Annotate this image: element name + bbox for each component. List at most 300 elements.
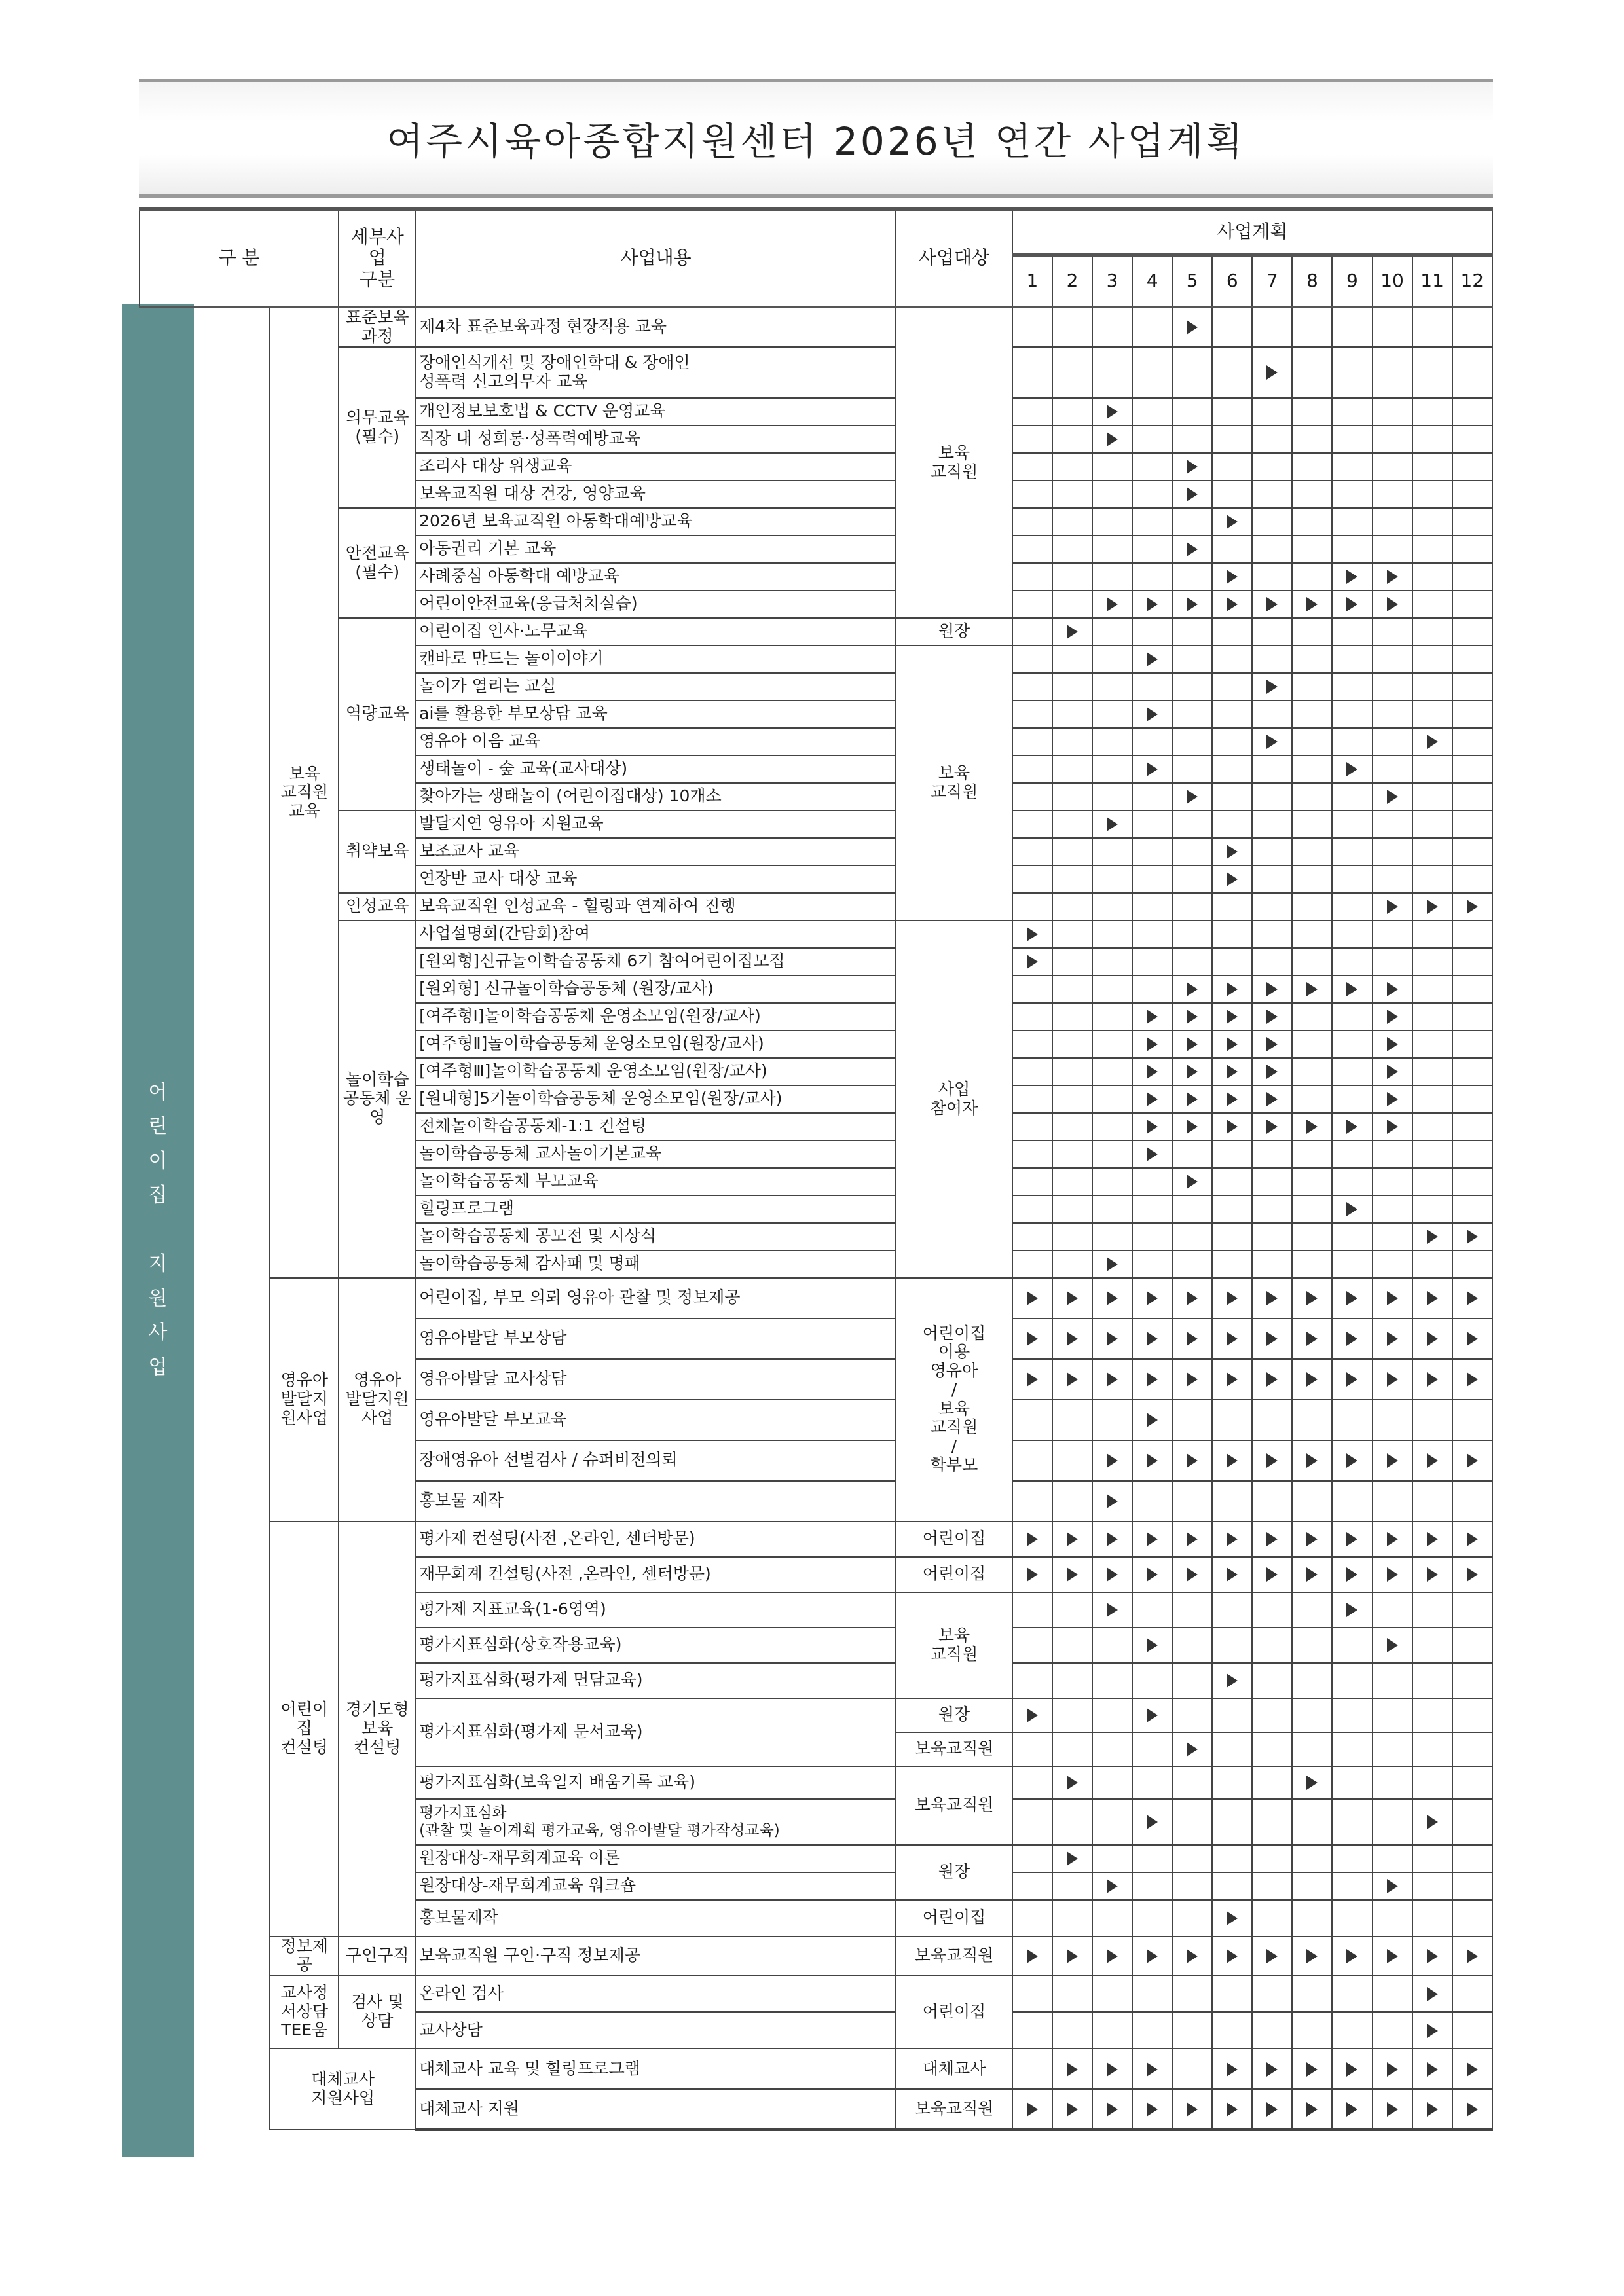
header-sub-project: 세부사업 구분 [339,209,416,307]
play-marker-icon [1266,1010,1278,1024]
play-marker-icon [1147,1291,1158,1305]
play-marker-icon [1147,1708,1158,1722]
month-cell [1373,481,1412,508]
play-marker-icon [1227,597,1238,611]
month-cell [1052,2049,1092,2089]
month-cell [1412,1223,1452,1250]
play-marker-icon [1427,735,1438,749]
play-marker-icon [1227,1291,1238,1305]
play-marker-icon [1387,1010,1398,1024]
play-marker-icon [1107,1532,1118,1546]
play-marker-icon [1387,570,1398,584]
month-cell [1212,2012,1252,2049]
month-cell [1172,347,1212,398]
play-marker-icon [1266,735,1278,749]
month-cell [1332,1900,1372,1937]
month-cell [1052,1872,1092,1900]
month-cell [1092,1223,1132,1250]
month-cell [1373,1168,1412,1195]
month-cell [1332,756,1372,783]
play-marker-icon [1227,1065,1238,1079]
content-cell: 발달지연 영유아 지원교육 [416,811,896,838]
month-cell [1412,307,1452,347]
play-marker-icon [1067,625,1078,639]
table-row [139,893,1492,920]
month-cell [1292,1058,1332,1085]
month-cell [1092,1400,1132,1440]
month-cell [1332,1085,1372,1113]
month-cell [1373,1628,1412,1663]
month-cell [1132,347,1172,398]
month-cell [1092,2049,1132,2089]
content-cell: 어린이안전교육(응급처치실습) [416,591,896,618]
play-marker-icon [1306,1949,1318,1963]
month-cell [1292,1900,1332,1937]
content-cell: [원외형] 신규놀이학습공동체 (원장/교사) [416,975,896,1003]
month-cell [1012,1085,1052,1113]
month-cell [1012,1900,1052,1937]
month-cell [1412,1319,1452,1359]
month-cell [1412,701,1452,728]
month-cell [1252,783,1292,811]
month-cell [1092,1140,1132,1168]
target-cell: 어린이집 [896,1975,1012,2049]
month-cell [1292,756,1332,783]
month-cell [1452,1937,1492,1976]
content-cell: 보조교사 교육 [416,838,896,866]
month-cell [1452,1698,1492,1732]
play-marker-icon [1346,762,1357,776]
play-marker-icon [1067,1291,1078,1305]
play-marker-icon [1306,1532,1318,1546]
month-cell [1252,1557,1292,1592]
month-cell [1373,1319,1412,1359]
play-marker-icon [1346,1603,1357,1617]
month-cell [1452,1592,1492,1628]
month-cell [1332,920,1372,948]
month-cell [1172,1628,1212,1663]
play-marker-icon [1467,2102,1478,2117]
category-cell: 교사정서상담 TEE움 [270,1975,339,2049]
month-cell [1132,728,1172,756]
month-cell [1092,1937,1132,1976]
play-marker-icon [1027,927,1038,941]
header-plan: 사업계획 [1012,209,1492,255]
subproject-cell: 구인구직 [339,1937,416,1976]
month-cell [1132,1522,1172,1557]
table-row [139,1278,1492,1319]
month-cell [1012,1799,1052,1845]
play-marker-icon [1266,2102,1278,2117]
month-cell [1373,1900,1412,1937]
month-cell [1412,1628,1452,1663]
month-cell [1452,426,1492,453]
month-cell [1092,920,1132,948]
month-cell [1292,1522,1332,1557]
content-cell: 교사상담 [416,2012,896,2049]
month-cell [1412,508,1452,536]
month-cell [1412,1003,1452,1030]
month-cell [1172,398,1212,426]
month-cell [1012,920,1052,948]
month-cell [1052,1278,1092,1319]
month-cell [1332,728,1372,756]
month-cell [1252,1359,1292,1400]
month-cell [1332,563,1372,591]
month-cell [1292,1698,1332,1732]
month-cell [1332,618,1372,646]
month-cell [1292,728,1332,756]
play-marker-icon [1067,1949,1078,1963]
play-marker-icon [1387,1638,1398,1652]
play-marker-icon [1227,1453,1238,1468]
play-marker-icon [1387,1120,1398,1134]
month-cell [1412,1400,1452,1440]
month-cell [1172,563,1212,591]
play-marker-icon [1187,1010,1198,1024]
month-cell [1292,673,1332,701]
month-cell [1332,1732,1372,1766]
month-cell [1252,591,1292,618]
month-cell [1012,1663,1052,1698]
play-marker-icon [1067,2062,1078,2077]
month-cell [1172,756,1212,783]
play-marker-icon [1027,1567,1038,1582]
content-cell: 캔바로 만드는 놀이이야기 [416,646,896,673]
month-cell [1332,1663,1372,1698]
month-cell [1292,1872,1332,1900]
play-marker-icon [1067,1532,1078,1546]
month-cell [1012,1058,1052,1085]
month-cell [1252,893,1292,920]
month-cell [1332,508,1372,536]
month-cell [1373,1058,1412,1085]
month-cell [1452,1359,1492,1400]
month-cell [1252,307,1292,347]
month-cell [1012,756,1052,783]
month-cell [1252,1481,1292,1522]
month-cell [1332,1799,1372,1845]
month-cell [1373,1799,1412,1845]
month-cell [1332,1481,1372,1522]
month-cell [1052,1975,1092,2012]
month-cell [1452,2012,1492,2049]
play-marker-icon [1266,1120,1278,1134]
month-cell [1452,1557,1492,1592]
month-cell [1212,1085,1252,1113]
month-cell [1052,728,1092,756]
month-cell [1052,508,1092,536]
play-marker-icon [1467,1291,1478,1305]
content-cell: ai를 활용한 부모상담 교육 [416,701,896,728]
month-header: 3 [1092,255,1132,307]
month-cell [1132,1799,1172,1845]
target-cell: 보육 교직원 [896,307,1012,618]
month-cell [1452,618,1492,646]
month-cell [1412,1440,1452,1481]
month-cell [1092,1698,1132,1732]
month-cell [1252,1223,1292,1250]
month-cell [1012,673,1052,701]
month-cell [1052,1900,1092,1937]
month-cell [1012,1440,1052,1481]
play-marker-icon [1306,2102,1318,2117]
play-marker-icon [1227,2062,1238,2077]
target-cell: 보육교직원 [896,1766,1012,1845]
month-cell [1292,893,1332,920]
month-cell [1373,1872,1412,1900]
month-cell [1012,1195,1052,1223]
play-marker-icon [1187,1567,1198,1582]
month-cell [1052,1359,1092,1400]
play-marker-icon [1147,1638,1158,1652]
play-marker-icon [1187,1332,1198,1346]
month-header: 6 [1212,255,1252,307]
month-cell [1373,1845,1412,1872]
month-cell [1092,2012,1132,2049]
month-cell [1292,1003,1332,1030]
month-cell [1212,563,1252,591]
month-cell [1172,508,1212,536]
section-spacer [139,307,270,2130]
month-cell [1132,1359,1172,1400]
play-marker-icon [1427,1532,1438,1546]
month-cell [1373,453,1412,481]
month-cell [1292,1732,1332,1766]
month-cell [1092,948,1132,975]
subproject-cell: 안전교육 (필수) [339,508,416,618]
month-cell [1172,1872,1212,1900]
month-cell [1132,307,1172,347]
play-marker-icon [1147,1532,1158,1546]
month-cell [1052,948,1092,975]
month-cell [1412,347,1452,398]
play-marker-icon [1427,1567,1438,1582]
month-cell [1172,2012,1212,2049]
month-cell [1012,646,1052,673]
month-cell [1172,866,1212,893]
month-cell [1092,1872,1132,1900]
play-marker-icon [1306,1453,1318,1468]
month-cell [1172,1592,1212,1628]
month-cell [1292,426,1332,453]
play-marker-icon [1187,1175,1198,1189]
play-marker-icon [1467,1453,1478,1468]
month-cell [1172,1557,1212,1592]
month-cell [1452,2049,1492,2089]
month-cell [1172,2089,1212,2130]
month-cell [1332,1003,1372,1030]
content-cell: 영유아발달 교사상담 [416,1359,896,1400]
play-marker-icon [1107,1291,1118,1305]
month-cell [1292,1250,1332,1278]
month-cell [1373,1663,1412,1698]
month-cell [1412,1557,1452,1592]
month-cell [1172,1799,1212,1845]
month-cell [1212,1223,1252,1250]
month-cell [1212,508,1252,536]
month-cell [1252,673,1292,701]
month-header: 7 [1252,255,1292,307]
month-cell [1052,1223,1092,1250]
month-cell [1452,453,1492,481]
month-cell [1172,536,1212,563]
content-cell: [여주형Ⅲ]놀이학습공동체 운영소모임(원장/교사) [416,1058,896,1085]
month-cell [1412,2049,1452,2089]
play-marker-icon [1387,2062,1398,2077]
month-cell [1292,838,1332,866]
month-cell [1172,1522,1212,1557]
target-cell: 보육교직원 [896,1732,1012,1766]
month-cell [1212,1400,1252,1440]
month-cell [1332,1522,1372,1557]
month-cell [1052,1250,1092,1278]
month-cell [1452,1223,1492,1250]
month-cell [1292,1140,1332,1168]
month-cell [1052,1085,1092,1113]
category-cell: 어린이집 컨설팅 [270,1522,339,1937]
month-cell [1092,2089,1132,2130]
month-cell [1132,618,1172,646]
month-cell [1132,756,1172,783]
month-cell [1332,1628,1372,1663]
content-cell: 사례중심 아동학대 예방교육 [416,563,896,591]
month-cell [1452,701,1492,728]
play-marker-icon [1147,2062,1158,2077]
month-cell [1292,1845,1332,1872]
month-cell [1092,1975,1132,2012]
play-marker-icon [1107,1949,1118,1963]
month-cell [1012,1400,1052,1440]
month-cell [1052,1481,1092,1522]
month-cell [1172,1223,1212,1250]
month-cell [1373,426,1412,453]
month-cell [1373,756,1412,783]
month-cell [1373,1766,1412,1799]
month-cell [1012,1359,1052,1400]
month-cell [1012,866,1052,893]
play-marker-icon [1147,597,1158,611]
month-cell [1172,1030,1212,1058]
month-cell [1092,307,1132,347]
content-cell: [원내형]5기놀이학습공동체 운영소모임(원장/교사) [416,1085,896,1113]
play-marker-icon [1227,1120,1238,1134]
month-cell [1252,1975,1292,2012]
content-cell: 재무회계 컨설팅(사전 ,온라인, 센터방문) [416,1557,896,1592]
table-row [139,1975,1492,2012]
month-cell [1332,701,1372,728]
month-cell [1452,563,1492,591]
month-cell [1052,701,1092,728]
month-cell [1052,1845,1092,1872]
month-cell [1252,1085,1292,1113]
month-cell [1212,1628,1252,1663]
month-cell [1052,1698,1092,1732]
month-cell [1292,1975,1332,2012]
month-cell [1373,975,1412,1003]
play-marker-icon [1187,1742,1198,1757]
month-cell [1373,811,1412,838]
month-cell [1132,893,1172,920]
month-cell [1332,2089,1372,2130]
month-cell [1252,453,1292,481]
month-cell [1052,1766,1092,1799]
month-cell [1172,1113,1212,1140]
month-cell [1132,1113,1172,1140]
content-cell: [여주형Ⅰ]놀이학습공동체 운영소모임(원장/교사) [416,1003,896,1030]
month-cell [1373,1481,1412,1522]
month-cell [1132,1140,1172,1168]
play-marker-icon [1467,900,1478,914]
month-cell [1373,1003,1412,1030]
month-cell [1132,563,1172,591]
month-cell [1132,1195,1172,1223]
month-cell [1212,1359,1252,1400]
play-marker-icon [1107,2102,1118,2117]
month-cell [1452,1319,1492,1359]
month-cell [1292,1799,1332,1845]
month-cell [1092,398,1132,426]
play-marker-icon [1306,597,1318,611]
month-cell [1373,307,1412,347]
month-cell [1373,1359,1412,1400]
content-cell: 보육교직원 구인·구직 정보제공 [416,1937,896,1976]
month-cell [1012,347,1052,398]
play-marker-icon [1027,1332,1038,1346]
month-cell [1172,1058,1212,1085]
month-cell [1252,563,1292,591]
month-cell [1132,453,1172,481]
month-cell [1452,1400,1492,1440]
month-cell [1012,618,1052,646]
target-cell: 보육 교직원 [896,1592,1012,1698]
month-cell [1373,2049,1412,2089]
month-cell [1212,701,1252,728]
month-cell [1092,618,1132,646]
content-cell: 영유아 이음 교육 [416,728,896,756]
play-marker-icon [1187,1453,1198,1468]
month-cell [1172,1278,1212,1319]
play-marker-icon [1147,707,1158,721]
month-cell [1212,1698,1252,1732]
month-cell [1452,1799,1492,1845]
play-marker-icon [1266,597,1278,611]
content-cell: 전체놀이학습공동체-1:1 컨설팅 [416,1113,896,1140]
month-cell [1332,1975,1372,2012]
month-cell [1252,481,1292,508]
month-cell [1172,1195,1212,1223]
play-marker-icon [1427,900,1438,914]
play-marker-icon [1027,2102,1038,2117]
play-marker-icon [1427,1230,1438,1244]
subproject-cell: 역량교육 [339,618,416,811]
month-cell [1412,1975,1452,2012]
month-cell [1212,347,1252,398]
category-cell: 정보제공 [270,1937,339,1976]
month-cell [1052,618,1092,646]
month-cell [1052,347,1092,398]
month-cell [1332,975,1372,1003]
month-cell [1212,1975,1252,2012]
month-cell [1052,426,1092,453]
month-cell [1092,1628,1132,1663]
month-header: 5 [1172,255,1212,307]
page-title: 여주시육아종합지원센터 2026년 연간 사업계획 [386,119,1246,164]
month-cell [1252,2089,1292,2130]
month-cell [1452,811,1492,838]
content-cell: [여주형Ⅱ]놀이학습공동체 운영소모임(원장/교사) [416,1030,896,1058]
content-cell: 2026년 보육교직원 아동학대예방교육 [416,508,896,536]
